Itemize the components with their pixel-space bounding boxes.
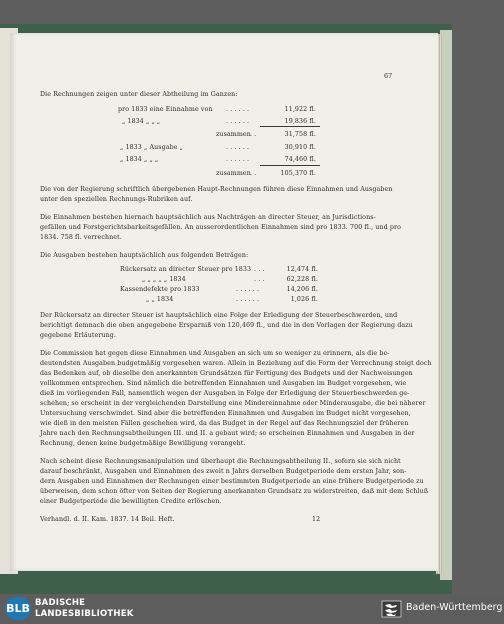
blb-logo-icon[interactable]: BLB <box>5 597 31 620</box>
text-line: dieß im vorliegenden Fall, namentlich wegen der Ausgaben in Folge der Erledigung der Steuerbeschwerden ge- <box>40 390 410 397</box>
detail-row-label: „ „ 1834 <box>146 296 174 303</box>
text-line: das Bedenken auf, ob dieselbe den anerkannten Grundsätzen für Fertigung des Budgets und der Nachweisungen <box>40 370 413 377</box>
income-row-dots: . . . . . . <box>226 106 250 113</box>
detail-row-label: „ „ „ „ „ 1834 <box>142 276 186 283</box>
sum-rule <box>260 165 320 166</box>
expense-total-value: 105,370 fl. <box>280 170 316 177</box>
text-line: Die Ausgaben bestehen hauptsächlich aus folgenden Beträgen: <box>40 252 249 259</box>
detail-row-dots: . . . . . . <box>236 296 260 303</box>
signature-number: 12 <box>312 516 321 523</box>
text-line: Rechnung, denen keine budgetmäßige Bewilligung vorangeht. <box>40 440 246 447</box>
library-name-line1: BADISCHE <box>35 598 86 608</box>
detail-row-label: Rückersatz an directer Steuer pro 1833 <box>120 266 252 273</box>
income-total-dots: . . <box>250 131 257 138</box>
footer-bar <box>0 594 504 624</box>
state-name: Baden-Württemberg <box>406 602 503 613</box>
expense-row-dots: . . . . . . <box>226 156 250 163</box>
detail-row-value: 1,026 fl. <box>290 296 318 303</box>
library-name-line2: LANDESBIBLIOTHEK <box>35 609 134 619</box>
income-row-value: 11,922 fl. <box>284 106 316 113</box>
text-line: Der Rückersatz an directer Steuer ist hauptsächlich eine Folge der Erledigung der Steuerbeschwerden, und <box>40 312 398 319</box>
page-number: 67 <box>384 73 393 80</box>
expense-total-dots: . . <box>250 170 257 177</box>
expense-row-value: 30,910 fl. <box>284 144 316 151</box>
text-line: berichtigt demnach die oben angegebene Ersparniß von 120,469 fl., und die in den Vorlagen der Regierung dazu <box>40 322 413 329</box>
text-line: vollkommen entsprechen. Sind nämlich die betreffenden Einnahmen und Ausgaben im Budget vorgesehen, wie <box>40 380 407 387</box>
detail-row-value: 62,228 fl. <box>286 276 318 283</box>
expense-row-label: „ 1833 „ Ausgabe „ <box>120 144 183 151</box>
text-line: dern Ausgaben und Einnahmen der Rechnungen einer bestimmten Budgetperiode an eine frühere Budgetperiode zu <box>40 478 424 485</box>
text-line: Untersuchung verschwindet. Sind aber die betreffenden Einnahmen und Ausgaben im Budget nicht vorgesehen, <box>40 410 411 417</box>
text-line: schehen; so erscheint in der vergleichenden Darstellung eine Mindereinnahme oder Minderausgabe, die bei näherer <box>40 400 426 407</box>
expense-row-dots: . . . . . . <box>226 144 250 151</box>
detail-row-label: Kassendefekte pro 1833 <box>120 286 200 293</box>
text-line: Jahre nach den Rechnungsabtheilungen III. und II. a gebaut wird; so erscheinen Einnahmen und Ausgaben in der <box>40 430 415 437</box>
sum-rule <box>260 126 320 127</box>
text-line: unter den speziellen Rechnungs-Rubriken auf. <box>40 196 193 203</box>
detail-row-dots: . . . <box>254 276 265 283</box>
income-row-label: „ 1834 „ „ „ <box>122 118 161 125</box>
expense-row-label: „ 1834 „ „ „ <box>120 156 159 163</box>
text-line: einer Budgetperiode die bewilligten Credite erlöschen. <box>40 498 222 505</box>
income-row-value: 19,836 fl. <box>284 118 316 125</box>
detail-row-value: 14,206 fl. <box>286 286 318 293</box>
baden-wuerttemberg-lions-icon <box>381 599 402 619</box>
text-line: deutendsten Ausgaben budgetmäßig vorgesehen waren. Allein in Beziehung auf die Form der Verrechnung steigt doch <box>40 360 432 367</box>
income-row-label: pro 1833 eine Einnahme von <box>118 106 213 113</box>
text-line: überweisen, dem schon öfter von Seiten der Regierung anerkannten Grundsatz zu widerstreiten, daß mit dem Schluß <box>40 488 429 495</box>
book-page <box>10 33 438 571</box>
income-total-label: zusammen <box>216 131 251 138</box>
income-row-dots: . . . . . . <box>226 118 250 125</box>
income-total-value: 31,758 fl. <box>284 131 316 138</box>
text-line: gefällen und Forstgerichtsbarkeitsgefällen. An ausserordentlichen Einnahmen sind pro 1833. 700 fl., und pro <box>40 224 401 231</box>
detail-row-dots: . . . <box>254 266 265 273</box>
text-line: gegebene Erläuterung. <box>40 332 116 339</box>
expense-total-label: zusammen <box>216 170 251 177</box>
text-line: darauf beschränkt, Ausgaben und Einnahmen des zweit n Jahrs derselben Budgetperiode dem ersten Jahr, son- <box>40 468 407 475</box>
expense-row-value: 74,460 fl. <box>284 156 316 163</box>
detail-row-value: 12,474 fl. <box>286 266 318 273</box>
text-line: wie dieß in den meisten Fällen geschehen wird, da das Budget in der Regel auf das Rechnungsziel der früheren <box>40 420 409 427</box>
text-line: Die von der Regierung schriftlich übergebenen Haupt-Rechnungen führen diese Einnahmen und Ausgaben <box>40 186 393 193</box>
text-line: Die Einnahmen bestehen hiernach hauptsächlich aus Nachträgen an directer Steuer, an Jurisdictions- <box>40 214 376 221</box>
text-line: Nach scheint diese Rechnungsmanipulation und überhaupt die Rechnungsabtheilung II., sofern sie sich nicht <box>40 458 401 465</box>
text-line: 1834. 758 fl. verrechnet. <box>40 234 122 241</box>
text-line: Die Rechnungen zeigen unter dieser Abtheilung im Ganzen: <box>40 91 238 98</box>
text-line: Die Commission hat gegen diese Einnahmen und Ausgaben an sich um so weniger zu erinnern, als die be- <box>40 350 390 357</box>
detail-row-dots: . . . . . . <box>236 286 260 293</box>
signature-mark: Verhandl. d. II. Kam. 1837. 14 Beil. Heft. <box>40 516 175 523</box>
